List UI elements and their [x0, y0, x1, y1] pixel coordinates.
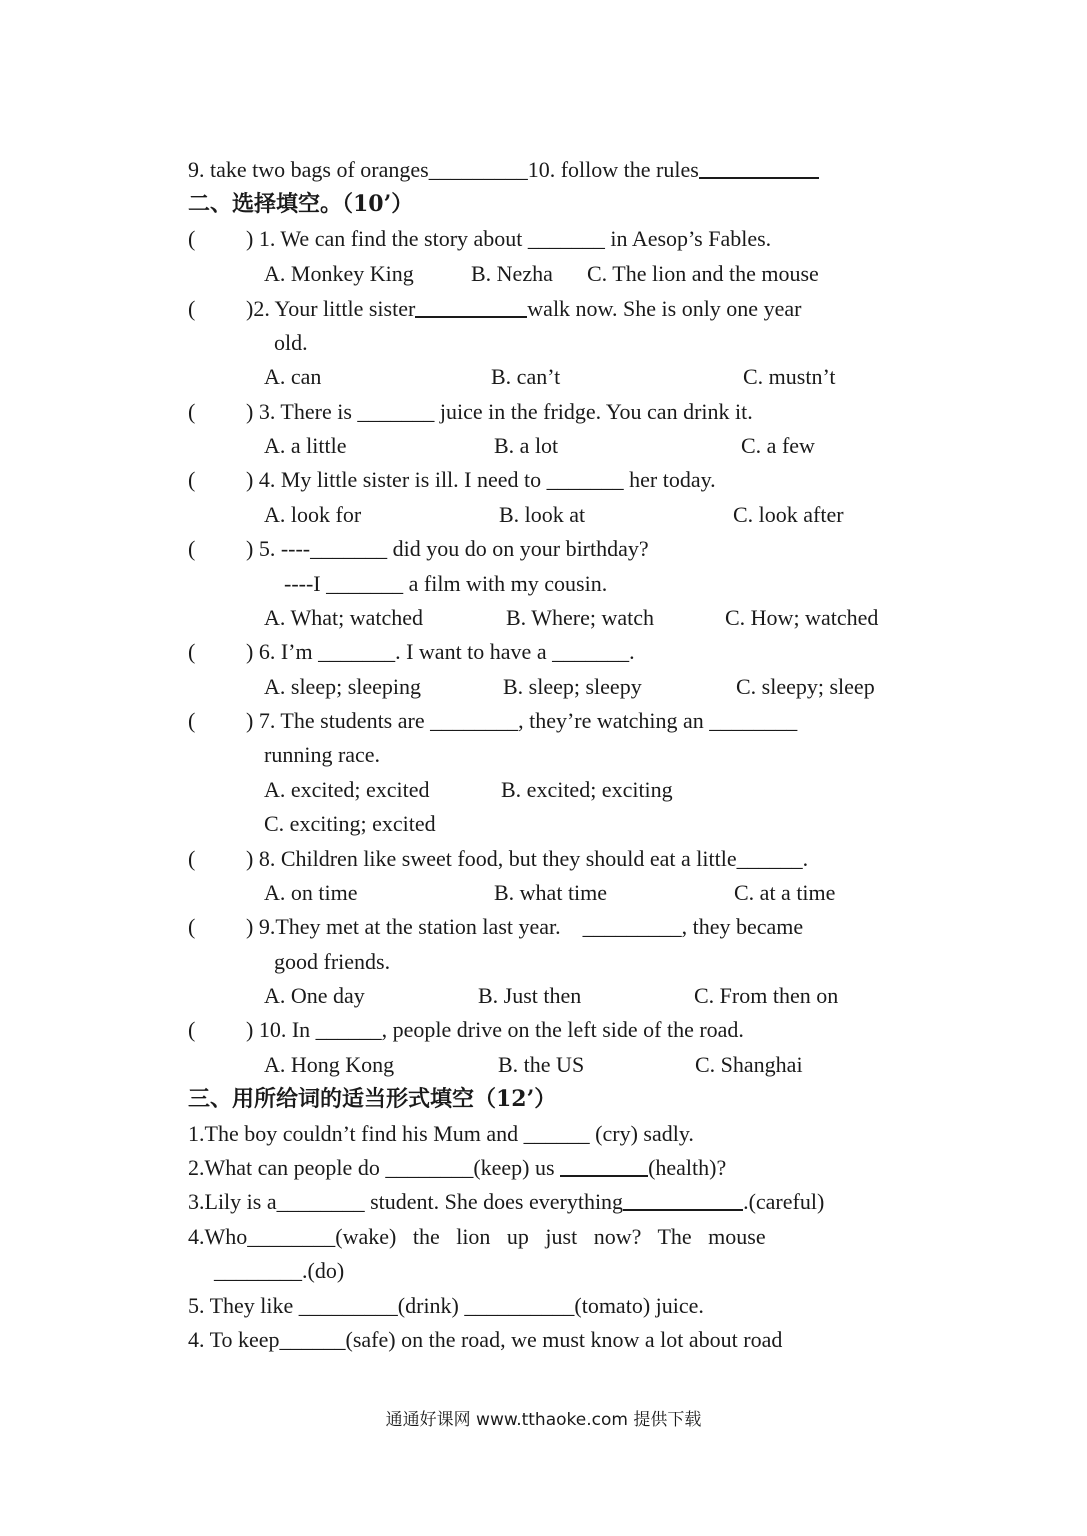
answer-blank — [623, 1189, 743, 1211]
answer-paren: ( — [188, 708, 196, 733]
q6-option-c: C. sleepy; sleep — [736, 674, 875, 699]
fill-item-2-text: 2.What can people do ________(keep) us — [188, 1155, 561, 1180]
q3-option-c: C. a few — [741, 433, 815, 458]
fill-item-3 — [188, 1189, 824, 1215]
q5-option-c: C. How; watched — [725, 605, 879, 630]
q2-option-b: B. can’t — [491, 364, 561, 389]
q6-option-a: A. sleep; sleeping — [264, 674, 422, 699]
answer-paren: ( — [188, 467, 196, 492]
vocab-item-9-10 — [188, 157, 819, 183]
q1-option-a: A. Monkey King — [264, 261, 414, 286]
question-9-continuation: good friends. — [274, 949, 391, 974]
q2-option-a: A. can — [264, 364, 322, 389]
q8-option-c: C. at a time — [734, 880, 836, 905]
question-4-stem: ) 4. My little sister is ill. I need to _______ her today. — [246, 467, 716, 492]
fill-item-5: 5. They like _________(drink) __________(tomato) juice. — [188, 1293, 704, 1318]
answer-paren: ( — [188, 846, 196, 871]
q3-option-b: B. a lot — [494, 433, 559, 458]
q7-option-a: A. excited; excited — [264, 777, 430, 802]
q7-option-c: C. exciting; excited — [264, 811, 436, 836]
question-6-stem: ) 6. I’m _______. I want to have a _______. — [246, 639, 635, 664]
section-3-heading: 三、用所给词的适当形式填空（12’） — [188, 1086, 557, 1112]
q7-option-b: B. excited; exciting — [501, 777, 673, 802]
fill-item-2-hint: (health)? — [648, 1155, 727, 1180]
q8-option-a: A. on time — [264, 880, 358, 905]
q2-stem-part-a: )2. Your little sister — [246, 296, 416, 321]
q10-option-a: A. Hong Kong — [264, 1052, 395, 1077]
fill-item-4: 4.Who________(wake) the lion up just now? The mouse — [188, 1224, 766, 1249]
question-2-stem — [246, 296, 801, 322]
fill-item-3-text: 3.Lily is a________ student. She does everything — [188, 1189, 624, 1214]
fill-item-6: 4. To keep______(safe) on the road, we must know a lot about road — [188, 1327, 783, 1352]
question-5-stem: ) 5. ----_______ did you do on your birthday? — [246, 536, 649, 561]
q3-option-a: A. a little — [264, 433, 347, 458]
q9-option-a: A. One day — [264, 983, 365, 1008]
q5-option-a: A. What; watched — [264, 605, 424, 630]
question-8-stem: ) 8. Children like sweet food, but they should eat a little______. — [246, 846, 809, 871]
answer-paren: ( — [188, 914, 196, 939]
q8-option-b: B. what time — [494, 880, 608, 905]
q4-option-c: C. look after — [733, 502, 844, 527]
section-2-heading: 二、选择填空。（10’） — [188, 191, 414, 217]
vocab-text: 9. take two bags of oranges_________10. follow the rules — [188, 157, 699, 182]
q2-option-c: C. mustn’t — [743, 364, 836, 389]
fill-item-2 — [188, 1155, 726, 1181]
q4-option-a: A. look for — [264, 502, 362, 527]
q1-option-b: B. Nezha — [471, 261, 553, 286]
q4-option-b: B. look at — [499, 502, 586, 527]
question-3-stem: ) 3. There is _______ juice in the fridge. You can drink it. — [246, 399, 753, 424]
fill-item-3-hint: .(careful) — [743, 1189, 825, 1214]
q2-stem-part-b: walk now. She is only one year — [527, 296, 802, 321]
question-9-stem: ) 9.They met at the station last year. _________, they became — [246, 914, 804, 939]
answer-blank — [560, 1155, 648, 1177]
answer-paren: ( — [188, 226, 196, 251]
question-10-stem: ) 10. In ______, people drive on the left side of the road. — [246, 1017, 744, 1042]
q9-option-b: B. Just then — [478, 983, 582, 1008]
footer-source-text: 通通好课网 www.tthaoke.com 提供下载 — [385, 1410, 702, 1430]
answer-paren: ( — [188, 296, 196, 321]
q10-option-c: C. Shanghai — [695, 1052, 803, 1077]
fill-item-4-continuation: ________.(do) — [214, 1258, 345, 1283]
q10-option-b: B. the US — [498, 1052, 585, 1077]
question-5-continuation: ----I _______ a film with my cousin. — [284, 571, 608, 596]
q1-option-c: C. The lion and the mouse — [587, 261, 819, 286]
fill-item-1: 1.The boy couldn’t find his Mum and ______ (cry) sadly. — [188, 1121, 694, 1146]
answer-paren: ( — [188, 536, 196, 561]
answer-paren: ( — [188, 1017, 196, 1042]
q6-option-b: B. sleep; sleepy — [503, 674, 642, 699]
question-7-stem: ) 7. The students are ________, they’re watching an ________ — [246, 708, 798, 733]
q5-option-b: B. Where; watch — [506, 605, 655, 630]
answer-paren: ( — [188, 399, 196, 424]
question-1-stem: ) 1. We can find the story about _______ in Aesop’s Fables. — [246, 226, 772, 251]
question-7-continuation: running race. — [264, 742, 381, 767]
answer-blank — [699, 157, 819, 179]
answer-paren: ( — [188, 639, 196, 664]
question-2-continuation: old. — [274, 330, 308, 355]
q9-option-c: C. From then on — [694, 983, 839, 1008]
answer-blank — [415, 296, 527, 318]
